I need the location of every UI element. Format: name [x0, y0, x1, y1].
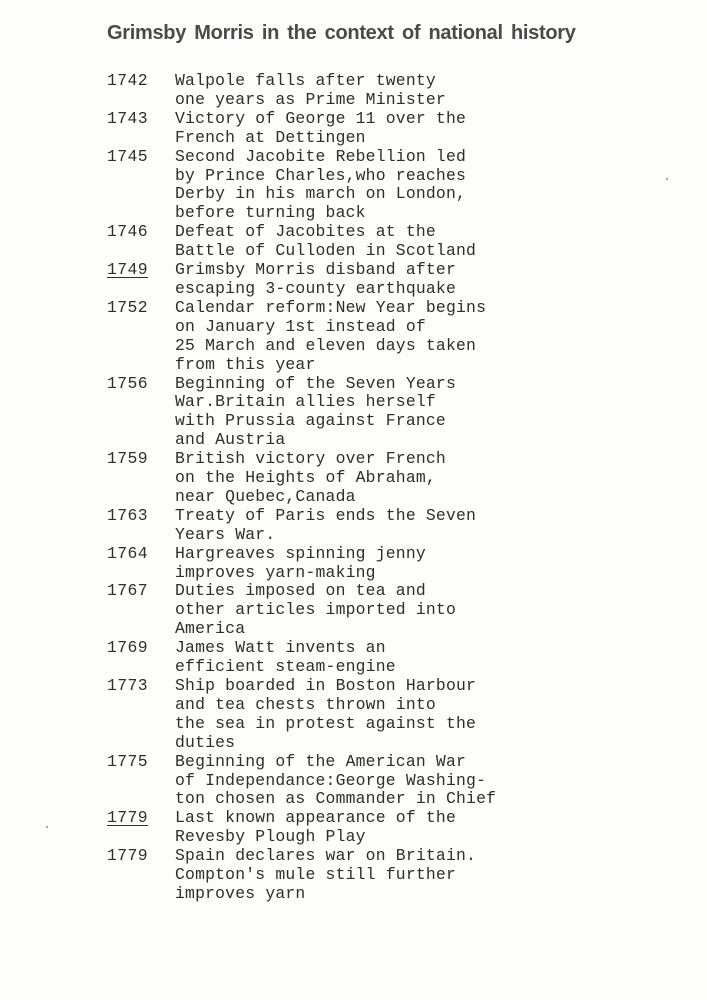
entry-year: 1763	[107, 505, 148, 525]
entry-text-line: Years War.	[175, 524, 276, 544]
entry-year: 1779	[107, 846, 148, 866]
entry-year: 1742	[107, 71, 148, 90]
entry-text-line: before turning back	[175, 203, 366, 223]
timeline-entry	[0, 110, 707, 148]
entry-text-line: Derby in his march on London,	[175, 184, 467, 204]
entry-text-line: Defeat of Jacobites at the	[175, 222, 436, 242]
entry-text-line: Last known appearance of the	[175, 808, 457, 828]
entry-text-line: with Prussia against France	[175, 411, 446, 431]
paper-speck	[666, 178, 668, 180]
timeline-entry	[0, 450, 707, 507]
entry-year: 1779	[107, 808, 148, 828]
entry-year: 1764	[107, 543, 148, 563]
entry-text-line: near Quebec,Canada	[175, 486, 356, 506]
entry-text-line: Calendar reform:New Year begins	[175, 297, 487, 317]
paper-speck	[46, 826, 48, 828]
timeline-entry	[0, 148, 707, 224]
entry-text-line: Grimsby Morris disband after	[175, 260, 457, 280]
entry-text-line: Duties imposed on tea and	[175, 581, 426, 601]
entry-year: 1756	[107, 373, 148, 393]
entry-text-line: one years as Prime Minister	[175, 89, 446, 109]
timeline-entry	[0, 847, 707, 904]
entry-text-line: Ship boarded in Boston Harbour	[175, 676, 477, 695]
entry-text-line: improves yarn	[175, 883, 306, 903]
entry-text-line: of Independance:George Washing-	[175, 770, 487, 790]
timeline-entry	[0, 809, 707, 847]
timeline-entry	[0, 299, 707, 375]
entry-year: 1752	[107, 297, 148, 317]
timeline-entry	[0, 375, 707, 451]
timeline-entry	[0, 72, 707, 110]
entry-text-line: Treaty of Paris ends the Seven	[175, 505, 477, 525]
timeline-entry	[0, 507, 707, 545]
entry-text-line: Beginning of the Seven Years	[175, 373, 457, 393]
entry-text-line: on the Heights of Abraham,	[175, 468, 436, 488]
document-title: Grimsby Morris in the context of national history	[107, 22, 576, 44]
entry-text-line: duties	[175, 732, 236, 752]
entry-text-line: by Prince Charles,who reaches	[175, 165, 467, 185]
timeline-entry	[0, 753, 707, 810]
entry-text-line: America	[175, 619, 246, 639]
timeline-entry	[0, 261, 707, 299]
entry-text-line: Victory of George 11 over the	[175, 108, 467, 128]
entry-text-line: James Watt invents an	[175, 638, 386, 658]
entry-text-line: other articles imported into	[175, 600, 457, 620]
entry-text-line: Revesby Plough Play	[175, 827, 366, 847]
entry-year: 1746	[107, 222, 148, 242]
entry-text-line: Hargreaves spinning jenny	[175, 543, 426, 563]
entry-text-line: and Austria	[175, 430, 286, 450]
entry-text-line: on January 1st instead of	[175, 316, 426, 336]
entry-text-line: and tea chests thrown into	[175, 694, 436, 714]
entry-text-line: from this year	[175, 354, 316, 374]
entry-text-line: French at Dettingen	[175, 127, 366, 147]
entry-year: 1767	[107, 581, 148, 601]
entry-text-line: efficient steam-engine	[175, 657, 396, 677]
entry-text-line: British victory over French	[175, 449, 446, 469]
entry-text-line: Compton's mule still further	[175, 865, 457, 885]
entry-text-line: ton chosen as Commander in Chief	[175, 789, 497, 809]
entry-text-line: Spain declares war on Britain.	[175, 846, 477, 866]
entry-text-line: Second Jacobite Rebellion led	[175, 146, 467, 166]
entry-year: 1775	[107, 751, 148, 771]
entry-text-line: 25 March and eleven days taken	[175, 335, 477, 355]
timeline-entry	[0, 223, 707, 261]
entry-text-line: the sea in protest against the	[175, 713, 477, 733]
entry-text-line: improves yarn-making	[175, 562, 376, 582]
entry-year: 1749	[107, 260, 148, 280]
entry-text-line: Walpole falls after twenty	[175, 71, 436, 90]
entry-year: 1773	[107, 676, 148, 695]
entry-year: 1745	[107, 146, 148, 166]
entry-text-line: Battle of Culloden in Scotland	[175, 241, 477, 261]
entry-year: 1759	[107, 449, 148, 469]
entry-text-line: War.Britain allies herself	[175, 392, 436, 412]
entry-year: 1743	[107, 108, 148, 128]
timeline-entry	[0, 545, 707, 583]
entry-text-line: escaping 3-county earthquake	[175, 278, 457, 298]
timeline-entry	[0, 639, 707, 677]
entry-year: 1769	[107, 638, 148, 658]
timeline-entry	[0, 677, 707, 753]
entry-text-line: Beginning of the American War	[175, 751, 467, 771]
timeline-list	[0, 72, 707, 904]
timeline-entry	[0, 582, 707, 639]
